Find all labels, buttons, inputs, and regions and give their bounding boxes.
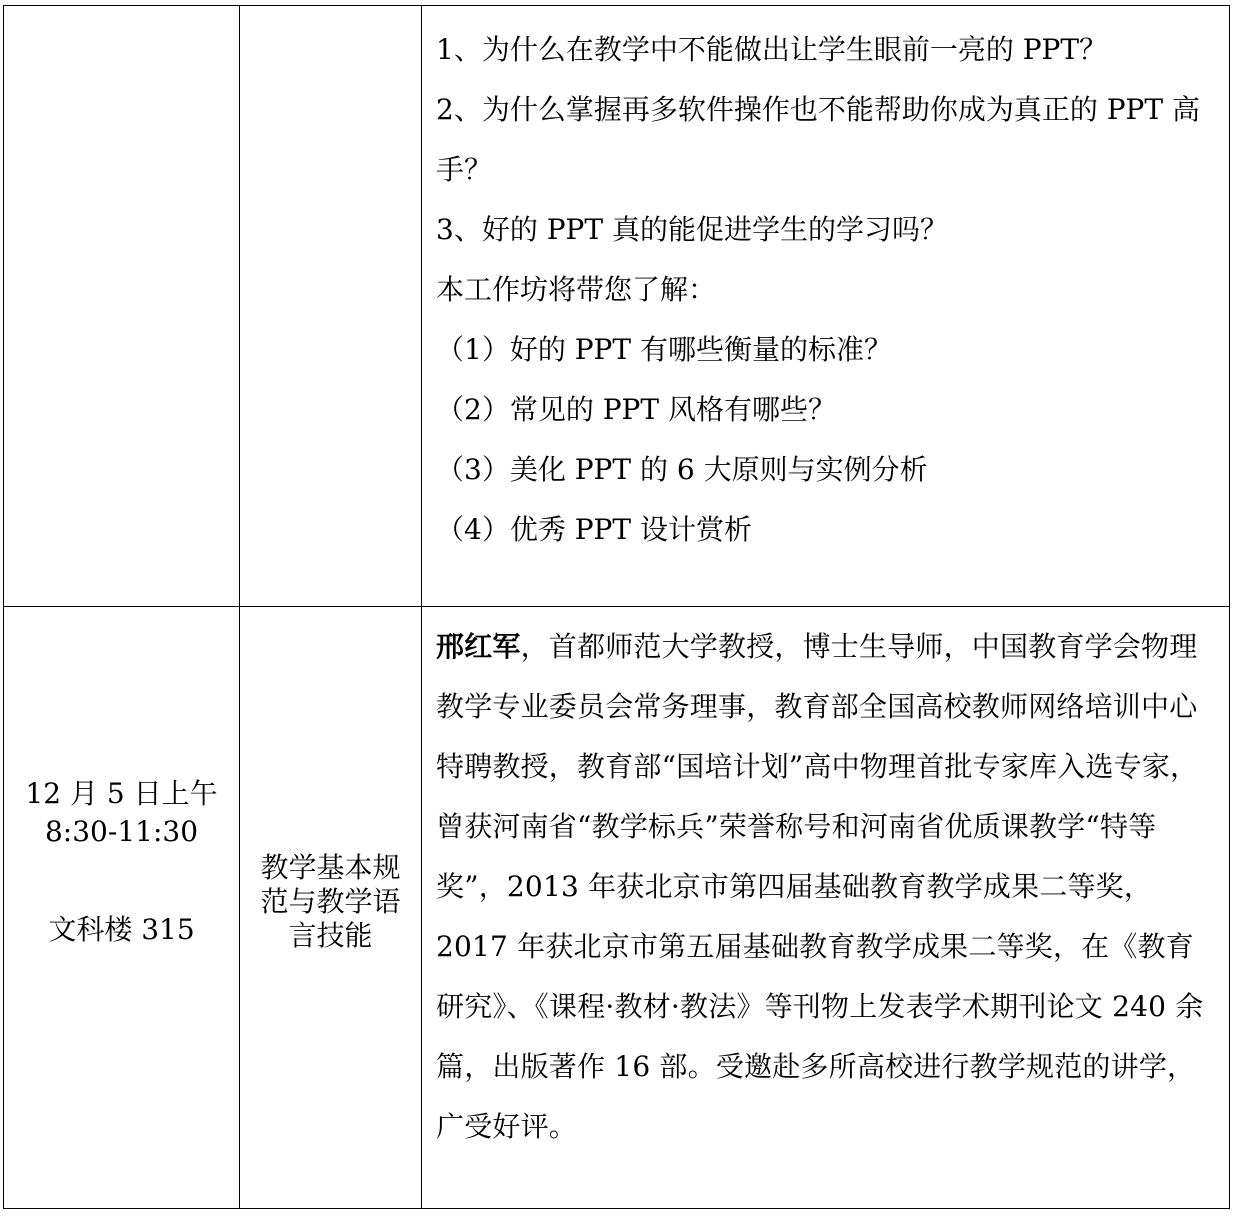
session-date: 12 月 5 日上午	[25, 777, 218, 810]
workshop-description	[422, 6, 1229, 560]
question-2: 2、为什么掌握再多软件操作也不能帮助你成为真正的 PPT 高手？	[436, 93, 1200, 186]
session-title: 教学基本规范与教学语言技能	[260, 851, 401, 952]
speaker-bio-text: ，首都师范大学教授，博士生导师，中国教育学会物理教学专业委员会常务理事，教育部全国高校教师网络培训中心特聘教授，教育部“国培计划”高中物理首批专家库入选专家，曾获河南省“教学标兵”荣誉称号和河南省优质课教学“特等奖”，2013 年获北京市第四届基础教育教学成果二等奖，2017 年获北京市第五届基础教育教学成果二等奖，在《教育研究》、《课程·教材·教法》等刊物上发表学术期刊论文 240 余篇，出版著作 16 部。受邀赴多所高校进行教学规范的讲学，广受好评。	[436, 630, 1204, 1143]
session-time: 8:30-11:30	[44, 815, 199, 848]
topic-4: （4）优秀 PPT 设计赏析	[436, 513, 752, 546]
time-cell	[4, 607, 240, 1209]
description-cell	[422, 6, 1230, 607]
topic-cell-empty	[240, 6, 422, 607]
question-1: 1、为什么在教学中不能做出让学生眼前一亮的 PPT？	[436, 33, 1108, 66]
topic-cell	[240, 607, 422, 1209]
topic-2: （2）常见的 PPT 风格有哪些？	[436, 393, 836, 426]
speaker-bio	[422, 607, 1229, 1157]
session-location: 文科楼 315	[48, 913, 195, 946]
description-cell	[422, 607, 1230, 1209]
time-cell-empty	[4, 6, 240, 607]
topic-3: （3）美化 PPT 的 6 大原则与实例分析	[436, 453, 928, 486]
question-3: 3、好的 PPT 真的能促进学生的学习吗？	[436, 213, 948, 246]
table-row	[4, 6, 1230, 607]
table-row	[4, 607, 1230, 1209]
schedule-table	[3, 5, 1230, 1209]
speaker-name: 邢红军	[436, 630, 521, 663]
topic-1: （1）好的 PPT 有哪些衡量的标准？	[436, 333, 892, 366]
intro-text: 本工作坊将带您了解：	[436, 273, 717, 306]
